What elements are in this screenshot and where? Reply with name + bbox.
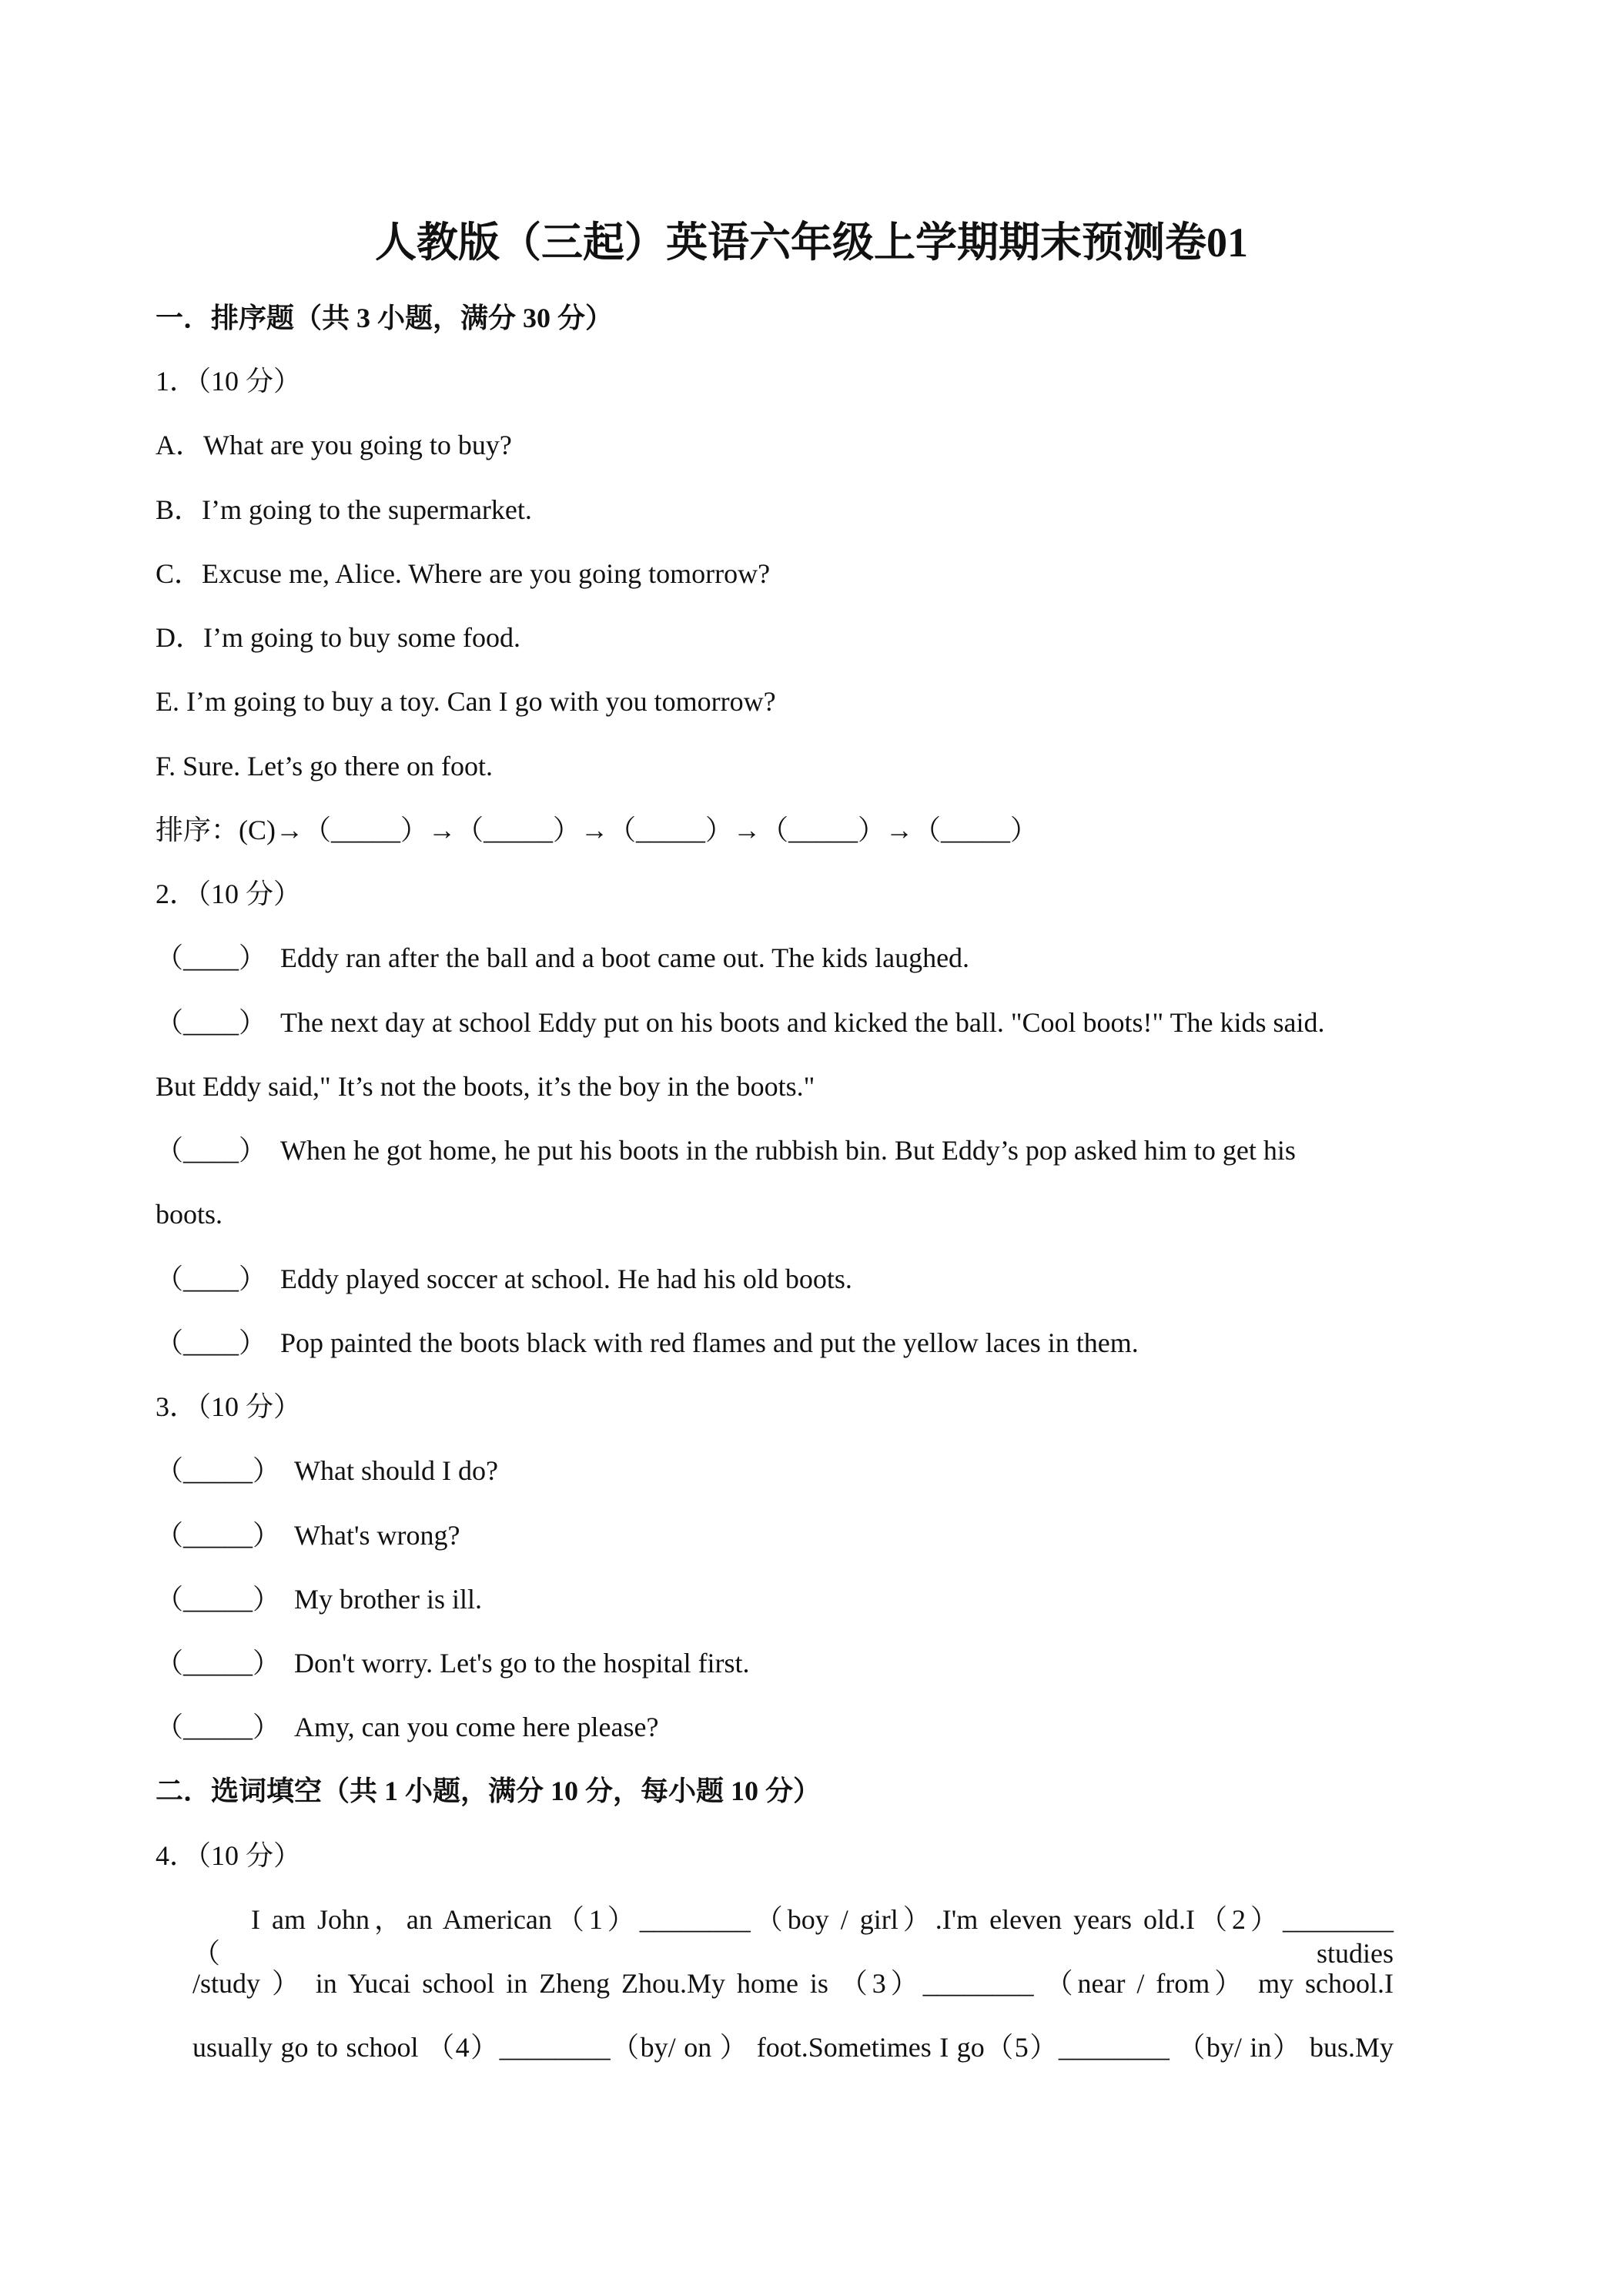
question-1-option-d: D．I’m going to buy some food.	[156, 622, 520, 653]
question-4-passage-line: I am John，an American（1）________（boy / girl）.I'm eleven years old.I（2）________ （studies	[192, 1904, 1394, 1969]
question-3-line: （_____） What should I do?	[156, 1455, 498, 1486]
question-3-line: （_____） Don't worry. Let's go to the hospital first.	[156, 1648, 750, 1678]
question-1-label: 1．（10 分）	[156, 366, 302, 397]
question-3-label: 3．（10 分）	[156, 1391, 302, 1422]
question-2-line: （____） When he got home, he put his boots in the rubbish bin. But Eddy’s pop asked him to get his	[156, 1135, 1296, 1166]
question-3-line: （_____） My brother is ill.	[156, 1584, 482, 1615]
question-3-line: （_____） What's wrong?	[156, 1520, 460, 1551]
question-2-line: （____） Pop painted the boots black with red flames and put the yellow laces in them.	[156, 1327, 1139, 1358]
question-1-option-c: C．Excuse me, Alice. Where are you going tomorrow?	[156, 558, 771, 589]
page-title: 人教版（三起）英语六年级上学期期末预测卷01	[375, 219, 1248, 266]
question-2-label: 2．（10 分）	[156, 879, 302, 909]
question-2-line: （____） Eddy played soccer at school. He had his old boots.	[156, 1263, 852, 1294]
question-2-line: But Eddy said," It’s not the boots, it’s the boy in the boots."	[156, 1071, 815, 1102]
question-2-line: （____） The next day at school Eddy put on his boots and kicked the ball. "Cool boots!" The kids said.	[156, 1007, 1325, 1038]
question-4-passage-line: /study ） in Yucai school in Zheng Zhou.My home is （3）________ （near / from） my school.I	[192, 1968, 1394, 1999]
question-1-order-line: 排序：(C)→（_____）→（_____）→（_____）→（_____）→（_____）	[156, 815, 1038, 845]
question-2-line: （____） Eddy ran after the ball and a boot came out. The kids laughed.	[156, 942, 970, 973]
question-1-option-f: F. Sure. Let’s go there on foot.	[156, 751, 494, 782]
question-1-option-b: B．I’m going to the supermarket.	[156, 494, 532, 525]
question-3-line: （_____） Amy, can you come here please?	[156, 1712, 659, 1742]
section-2-heading: 二．选词填空（共 1 小题，满分 10 分，每小题 10 分）	[156, 1776, 822, 1806]
question-1-option-a: A．What are you going to buy?	[156, 430, 512, 460]
section-1-heading: 一．排序题（共 3 小题，满分 30 分）	[156, 303, 614, 333]
question-4-label: 4．（10 分）	[156, 1840, 302, 1871]
question-1-option-e: E. I’m going to buy a toy. Can I go with you tomorrow?	[156, 686, 776, 717]
question-4-passage-line: usually go to school （4）________（by/ on ） foot.Sometimes I go（5）________ （by/ in） bus.My	[192, 2032, 1394, 2063]
question-2-line: boots.	[156, 1199, 223, 1230]
